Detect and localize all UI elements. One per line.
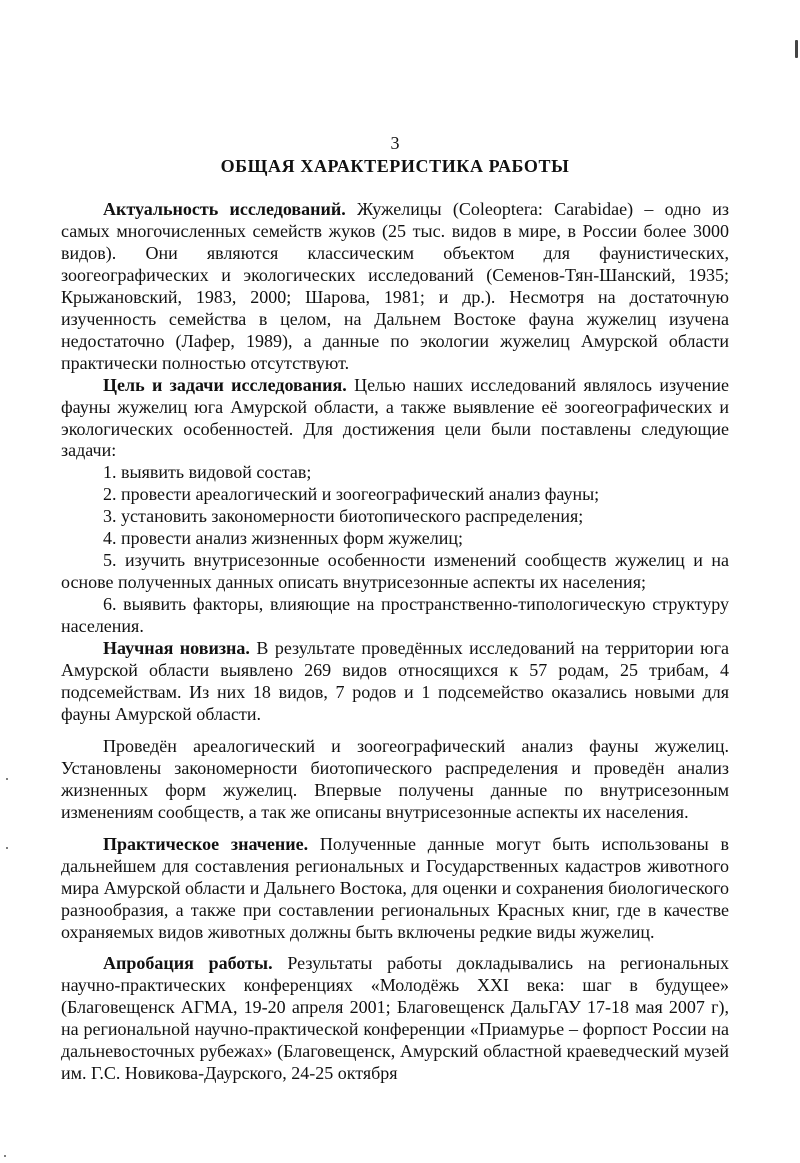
- list-item: 5. изучить внутрисезонные особенности изменений сообществ жужелиц и на основе полученных данных описать внутрисезонные аспекты их населения;: [61, 550, 729, 593]
- heading-novelty: Научная новизна.: [103, 638, 250, 659]
- paragraph-approbation: [61, 953, 729, 1085]
- text-novelty: В результате проведённых исследований на территории юга Амурской области выявлено 269 видов относящихся к 57 родам, 25 трибам, 4 подсемействам. Из них 18 видов, 7 родов и 1 подсемейство оказались новыми для фауны Амурской области.: [61, 638, 729, 724]
- heading-actuality: Актуальность исследований.: [103, 199, 346, 219]
- paragraph-practical: [61, 834, 729, 944]
- paragraph-goals: [61, 375, 729, 463]
- scan-speck: [6, 847, 8, 849]
- text-practical: Полученные данные могут быть использованы в дальнейшем для составления региональных и Государственных кадастров животного мира Амурской области и Дальнего Востока, для оценки и сохранения биологического разнообразия, а также при составлении региональных Красных книг, где в качестве охраняемых видов животных должны быть включены редкие виды жужелиц.: [61, 833, 729, 942]
- text-goals: Целью наших исследований являлось изучение фауны жужелиц юга Амурской области, а также выявление её зоогеографических и экологических особенностей. Для достижения цели были поставлены следующие задачи:: [61, 374, 729, 461]
- text-actuality: Жужелицы (Coleoptera: Carabidae) – одно из самых многочисленных семейств жуков (25 тыс. видов в мире, в России более 3000 видов). Они являются классическим объектом для фаунистических, зоогеографических и экологических исследований (Семенов-Тян-Шанский, 1935; Крыжановский, 1983, 2000; Шарова, 1981; и др.). Несмотря на достаточную изученность семейства в целом, на Дальнем Востоке фауна жужелиц изучена недостаточно (Лафер, 1989), а данные по экологии жужелиц Амурской области практически полностью отсутствуют.: [61, 199, 729, 373]
- page-title: ОБЩАЯ ХАРАКТЕРИСТИКА РАБОТЫ: [220, 156, 570, 176]
- heading-goals: Цель и задачи исследования.: [103, 374, 347, 395]
- heading-practical: Практическое значение.: [103, 833, 309, 854]
- list-item: 2. провести ареалогический и зоогеографический анализ фауны;: [103, 484, 600, 505]
- list-item: 4. провести анализ жизненных форм жужелиц;: [103, 528, 464, 549]
- scan-edge-mark: [795, 40, 798, 58]
- text-approbation: Результаты работы докладывались на региональных научно-практических конференциях «Молодёжь XXI века: шаг в будущее» (Благовещенск АГМА, 19-20 апреля 2001; Благовещенск ДальГАУ 17-18 мая 2007 г), на региональной научно-практической конференции «Приамурье – форпост России на дальневосточных рубежах» (Благовещенск, Амурский областной краеведческий музей им. Г.С. Новикова-Даурского, 24-25 октября: [61, 953, 730, 1084]
- list-item: 6. выявить факторы, влияющие на пространственно-типологическую структуру населения.: [61, 594, 729, 637]
- paragraph-actuality: [61, 199, 729, 375]
- paragraph-novelty: [61, 638, 729, 726]
- heading-approbation: Апробация работы.: [103, 953, 273, 974]
- paragraph-novelty-2: Проведён ареалогический и зоогеографический анализ фауны жужелиц. Установлены закономерности биотопического распределения и проведён анализ жизненных форм жужелиц. Впервые получены данные по внутрисезонным изменениям сообществ, а так же описаны внутрисезонные аспекты их населения.: [61, 735, 729, 822]
- document-body: [61, 199, 729, 1085]
- page-number: 3: [390, 133, 400, 153]
- scan-speck: [4, 1155, 6, 1157]
- list-item: 3. установить закономерности биотопического распределения;: [103, 506, 584, 527]
- list-item: 1. выявить видовой состав;: [103, 462, 312, 483]
- scan-speck: [6, 778, 8, 780]
